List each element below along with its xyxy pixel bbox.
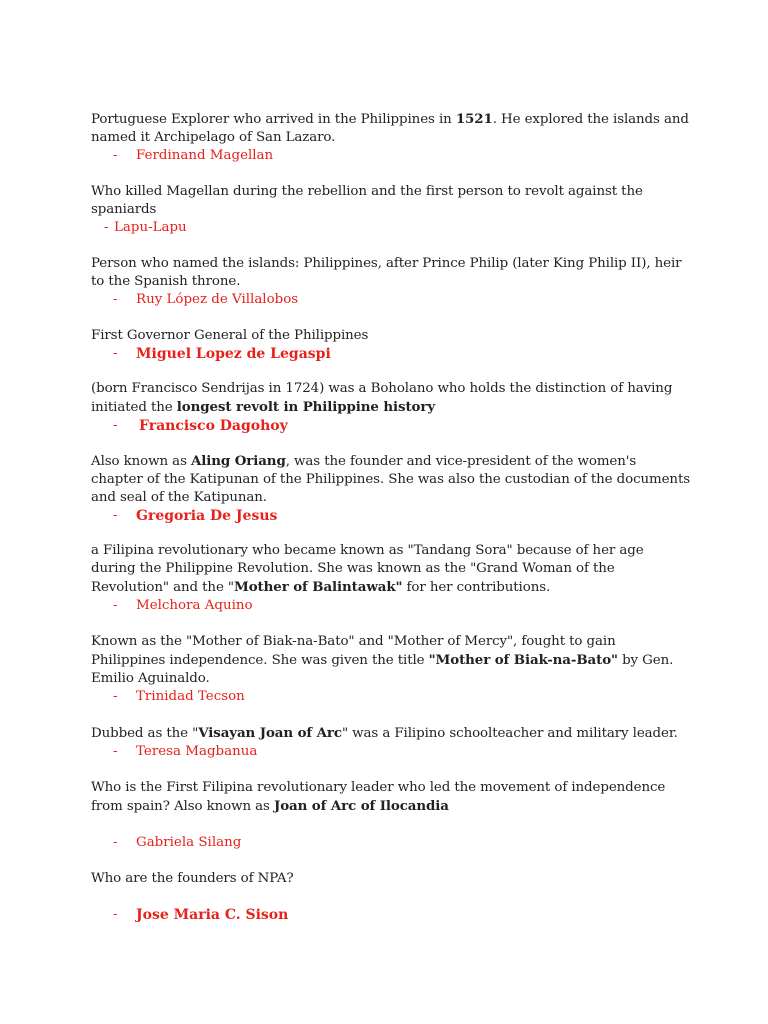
answer-npa: - Jose Maria C. Sison (113, 907, 289, 923)
question-magellan: Portuguese Explorer who arrived in the Philippines in 1521. He explored the islands and named it Archipelago of San Lazaro. (91, 111, 689, 145)
question-villalobos: Person who named the islands: Philippines, after Prince Philip (later King Philip II), heir to the Spanish throne. (91, 256, 682, 289)
document-page (91, 110, 691, 924)
answer-magbanua: - Teresa Magbanua (113, 744, 258, 759)
answer-tecson: - Trinidad Tecson (113, 689, 245, 704)
question-magbanua: Dubbed as the "Visayan Joan of Arc" was a Filipino schoolteacher and military leader. (91, 725, 678, 741)
question-npa: Who are the founders of NPA? (91, 871, 294, 886)
answer-de-jesus: - Gregoria De Jesus (113, 508, 278, 524)
question-legaspi: First Governor General of the Philippines (91, 328, 369, 343)
answer-aquino: - Melchora Aquino (113, 598, 253, 613)
question-aquino: a Filipina revolutionary who became known as "Tandang Sora" because of her age during the Philippine Revolution. She was known as the "Grand Woman of the Revolution" and the "Mother of Balintawak" for her contributions. (91, 543, 644, 595)
answer-legaspi: - Miguel Lopez de Legaspi (113, 346, 331, 362)
answer-lapu-lapu: - Lapu-Lapu (104, 220, 187, 235)
question-de-jesus: Also known as Aling Oriang, was the founder and vice-president of the women's chapter of the Katipunan of the Philippines. She was also the custodian of the documents and seal of the Katipunan. (91, 453, 691, 505)
question-silang: Who is the First Filipina revolutionary leader who led the movement of independence from spain? Also known as Joan of Arc of Ilocandia (91, 780, 666, 814)
answer-magellan: - Ferdinand Magellan (113, 148, 274, 163)
answer-silang: - Gabriela Silang (113, 835, 242, 850)
question-lapu-lapu: Who killed Magellan during the rebellion and the first person to revolt against the spaniards (91, 184, 643, 217)
question-tecson: Known as the "Mother of Biak-na-Bato" and "Mother of Mercy", fought to gain Philippines independence. She was given the title "Mother of Biak-na-Bato" by Gen. Emilio Aguinaldo. (91, 634, 674, 686)
question-dagohoy: (born Francisco Sendrijas in 1724) was a Boholano who holds the distinction of having initiated the longest revolt in Philippine history (91, 381, 673, 415)
answer-dagohoy: - Francisco Dagohoy (113, 418, 288, 434)
answer-villalobos: - Ruy López de Villalobos (113, 292, 299, 307)
